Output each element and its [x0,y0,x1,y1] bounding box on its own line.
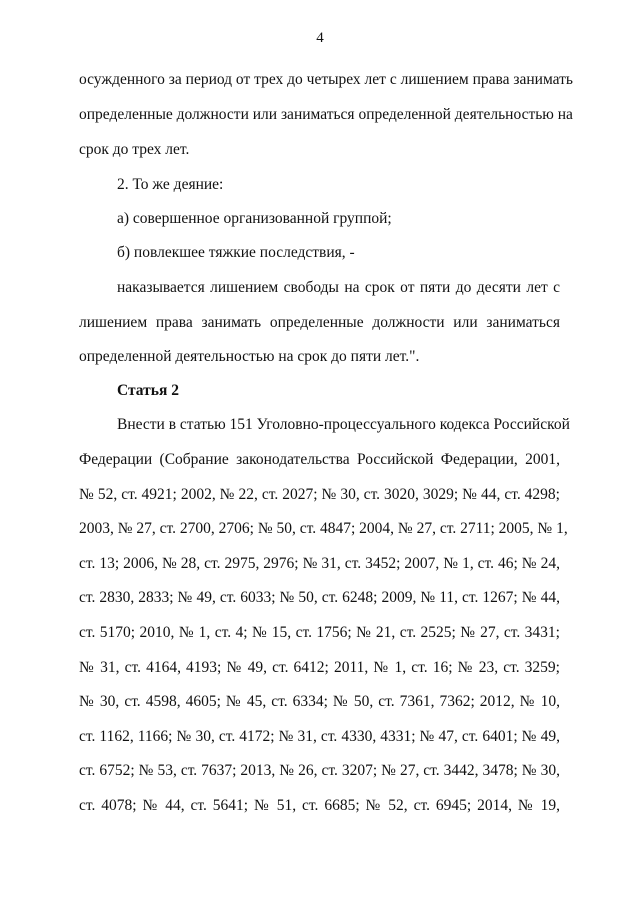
text-line: Внести в статью 151 Уголовно-процессуального кодекса Российской [117,416,570,433]
text-line: ст. 5170; 2010, № 1, ст. 4; № 15, ст. 1756; № 21, ст. 2525; № 27, ст. 3431; [79,624,560,641]
text-line: определенной деятельностью на срок до пяти лет.". [79,348,420,365]
text-line: № 31, ст. 4164, 4193; № 49, ст. 6412; 2011, № 1, ст. 16; № 23, ст. 3259; [79,659,560,676]
page-number: 4 [316,30,324,46]
text-line: Федерации (Собрание законодательства Российской Федерации, 2001, [79,451,560,468]
text-line: наказывается лишением свободы на срок от пяти до десяти лет с [117,279,560,296]
text-line: ст. 2830, 2833; № 49, ст. 6033; № 50, ст. 6248; 2009, № 11, ст. 1267; № 44, [79,589,560,606]
list-item: а) совершенное организованной группой; [117,210,392,227]
text-line: ст. 13; 2006, № 28, ст. 2975, 2976; № 31, ст. 3452; 2007, № 1, ст. 46; № 24, [79,555,560,572]
list-item: 2. То же деяние: [117,176,224,193]
text-line: лишением права занимать определенные должности или заниматься [79,314,560,331]
text-line: срок до трех лет. [79,141,190,158]
text-line: ст. 4078; № 44, ст. 5641; № 51, ст. 6685; № 52, ст. 6945; 2014, № 19, [79,797,560,814]
text-line: ст. 1162, 1166; № 30, ст. 4172; № 31, ст. 4330, 4331; № 47, ст. 6401; № 49, [79,728,560,745]
list-item: б) повлекшее тяжкие последствия, - [117,244,355,261]
text-line: № 52, ст. 4921; 2002, № 22, ст. 2027; № 30, ст. 3020, 3029; № 44, ст. 4298; [79,486,560,503]
article-heading: Статья 2 [117,382,179,399]
text-line: определенные должности или заниматься определенной деятельностью на [79,106,573,123]
text-line: 2003, № 27, ст. 2700, 2706; № 50, ст. 4847; 2004, № 27, ст. 2711; 2005, № 1, [79,520,568,537]
text-line: ст. 6752; № 53, ст. 7637; 2013, № 26, ст. 3207; № 27, ст. 3442, 3478; № 30, [79,762,560,779]
text-line: осужденного за период от трех до четырех лет с лишением права занимать [79,71,573,88]
text-line: № 30, ст. 4598, 4605; № 45, ст. 6334; № 50, ст. 7361, 7362; 2012, № 10, [79,693,560,710]
